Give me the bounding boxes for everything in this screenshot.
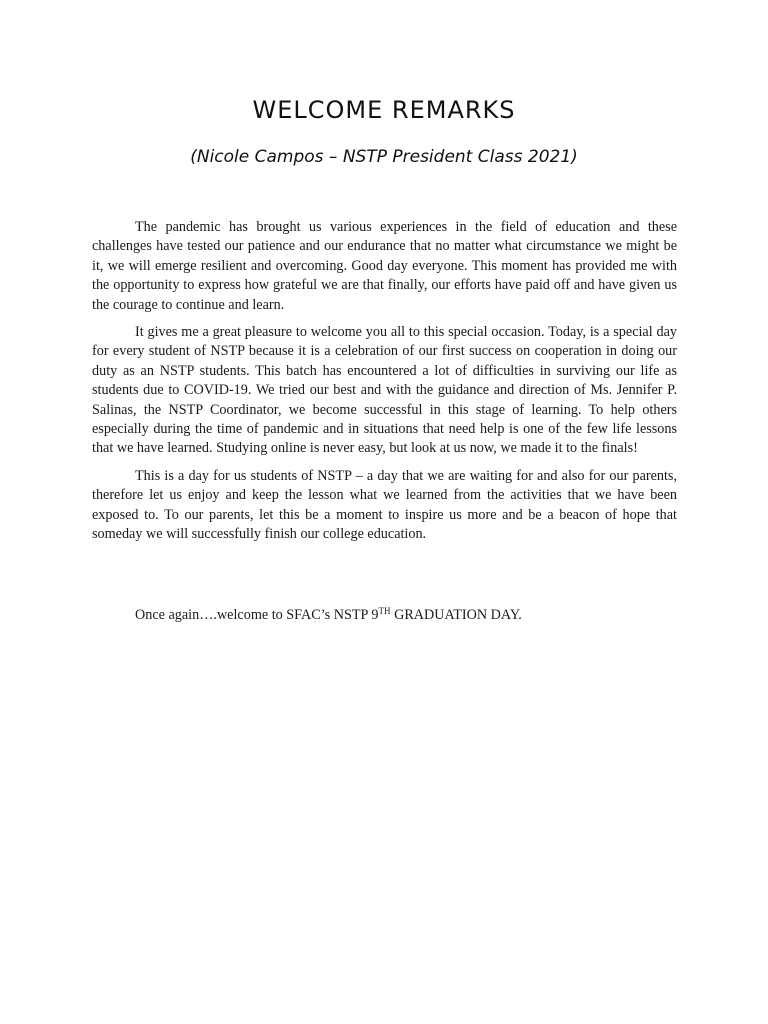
- closing-text-start: Once again….welcome to SFAC’s NSTP 9: [135, 607, 379, 623]
- body-paragraph: It gives me a great pleasure to welcome you all to this special occasion. Today, is a special day for every student of NSTP because it is a celebration of our first success on cooperation in doing our duty as an NSTP students. This batch has encountered a lot of difficulties in surviving our life as students due to COVID-19. We tried our best and with the guidance and direction of Ms. Jennifer P. Salinas, the NSTP Coordinator, we become successful in this stage of learning. To help others especially during the time of pandemic and in situations that need help is one of the few life lessons that we have learned. Studying online is never easy, but look at us now, we made it to the finals!: [92, 324, 677, 457]
- closing-text-end: GRADUATION DAY.: [390, 607, 522, 623]
- document-body: [92, 218, 677, 553]
- document-title: WELCOME REMARKS: [252, 96, 516, 124]
- document-subtitle: (Nicole Campos – NSTP President Class 2021): [190, 147, 578, 167]
- body-paragraph: The pandemic has brought us various experiences in the field of education and these challenges have tested our patience and our endurance that no matter what circumstance we might be it, we will emerge resilient and overcoming. Good day everyone. This moment has provided me with the opportunity to express how grateful we are that finally, our efforts have paid off and have given us the courage to continue and learn.: [92, 219, 677, 313]
- closing-ordinal-suffix: TH: [378, 606, 391, 616]
- body-paragraph: This is a day for us students of NSTP – a day that we are waiting for and also for our parents, therefore let us enjoy and keep the lesson what we learned from the activities that we have been exposed to. To our parents, let this be a moment to inspire us more and be a beacon of hope that someday we will successfully finish our college education.: [92, 467, 677, 543]
- closing-line: [135, 606, 522, 625]
